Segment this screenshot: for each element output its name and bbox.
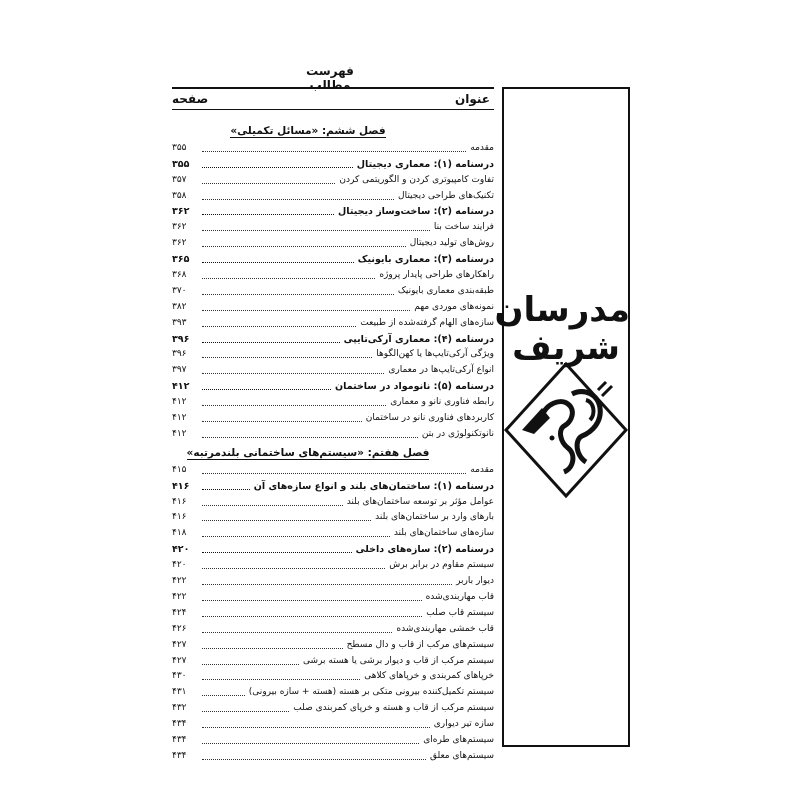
toc-title: مقدمه <box>470 464 494 475</box>
toc-page-number: ۳۷۰ <box>172 285 187 296</box>
dot-leader <box>202 199 394 200</box>
toc-title: طبقه‌بندی معماری بایونیک <box>397 285 494 296</box>
toc-page-number: ۴۱۶ <box>172 496 187 507</box>
dot-leader <box>202 326 356 327</box>
toc-page-number: ۴۲۶ <box>172 623 187 634</box>
toc-page-number: ۳۶۸ <box>172 270 187 281</box>
toc-title: فصل هفتم: «سیستم‌های ساختمانی بلندمرتبه» <box>186 446 430 459</box>
toc-row <box>172 682 494 698</box>
toc-row <box>172 392 494 408</box>
toc-row <box>172 555 494 571</box>
dot-leader <box>202 151 466 152</box>
toc-page-number: ۴۱۲ <box>172 381 190 393</box>
toc-row <box>172 408 494 424</box>
toc-page-number: ۳۶۲ <box>172 222 187 233</box>
toc-page-number: ۴۲۷ <box>172 655 187 666</box>
dot-leader <box>202 214 334 215</box>
dot-leader <box>202 616 422 617</box>
toc-row <box>172 492 494 508</box>
toc-title: مقدمه <box>470 142 494 153</box>
toc-row <box>172 508 494 524</box>
toc-page-number: ۴۱۲ <box>172 397 187 408</box>
toc-title: فرایند ساخت بنا <box>433 222 494 233</box>
dot-leader <box>202 489 250 490</box>
toc-title: سازه‌های ساختمان‌های بلند <box>393 528 494 539</box>
toc-title: سیستم‌های طره‌ای <box>423 734 494 745</box>
toc-title: قاب خمشی مهاربندی‌شده <box>396 623 494 634</box>
dot-leader <box>202 679 360 680</box>
dot-leader <box>202 246 406 247</box>
toc-page-number: ۳۵۵ <box>172 158 190 170</box>
dot-leader <box>202 743 419 744</box>
toc-row <box>172 730 494 746</box>
toc-page-number: ۴۲۲ <box>172 576 187 587</box>
toc-title: بارهای وارد بر ساختمان‌های بلند <box>375 512 494 523</box>
toc-page-number: ۴۱۲ <box>172 428 187 439</box>
toc-page-number: ۴۳۱ <box>172 687 187 698</box>
toc-page-number: ۳۹۷ <box>172 365 187 376</box>
column-header-page: صفحه <box>172 92 209 106</box>
toc-title: درسنامه (۵): نانومواد در ساختمان <box>335 381 494 393</box>
toc-row <box>172 746 494 762</box>
toc-title: ویژگی آرکی‌تایپ‌ها یا کهن‌الگوها <box>376 349 494 360</box>
toc-page-number: ۴۳۲ <box>172 703 187 714</box>
toc-row <box>172 233 494 249</box>
dot-leader <box>202 373 384 374</box>
toc-row <box>172 460 494 476</box>
lesson-row <box>172 202 494 218</box>
toc-page-number: ۴۳۴ <box>172 750 187 761</box>
toc-row <box>172 619 494 635</box>
toc-page-number: ۴۱۶ <box>172 480 190 492</box>
page-title: فهرست مطالب <box>306 64 354 92</box>
toc-title: درسنامه (۲): ساخت‌وساز دیجیتال <box>338 206 494 218</box>
toc-page-number: ۴۲۰ <box>172 560 187 571</box>
dot-leader <box>202 664 299 665</box>
dot-leader <box>202 421 362 422</box>
toc-row <box>172 714 494 730</box>
dot-leader <box>202 389 331 390</box>
toc-title: درسنامه (۴): معماری آرکی‌تایپی <box>343 333 494 345</box>
toc-page-number: ۳۶۵ <box>172 254 190 266</box>
toc-row <box>172 698 494 714</box>
toc-title: سیستم مقاوم در برابر برش <box>389 560 494 571</box>
toc-row <box>172 603 494 619</box>
lesson-row <box>172 539 494 555</box>
toc-page-number: ۳۵۵ <box>172 142 187 153</box>
toc-page-number: ۳۶۲ <box>172 238 187 249</box>
toc-page-number: ۳۹۶ <box>172 333 190 345</box>
toc-title: نمونه‌های موردی مهم <box>414 301 494 312</box>
toc-page-number: ۴۱۲ <box>172 413 187 424</box>
dot-leader <box>202 568 385 569</box>
toc-row <box>172 265 494 281</box>
dot-leader <box>202 294 394 295</box>
toc-row <box>172 138 494 154</box>
toc-title: تفاوت کامپیوتری کردن و الگوریتمی کردن <box>339 174 494 185</box>
toc-page-number: ۴۱۶ <box>172 512 187 523</box>
toc-row <box>172 424 494 440</box>
toc-row <box>172 297 494 313</box>
toc-page-number: ۴۲۷ <box>172 639 187 650</box>
dot-leader <box>202 632 392 633</box>
sharif-logo-icon <box>502 360 630 500</box>
dot-leader <box>202 727 430 728</box>
dot-leader <box>202 648 343 649</box>
toc-page-number: ۴۲۲ <box>172 591 187 602</box>
toc-page-number: ۴۲۴ <box>172 607 187 618</box>
dot-leader <box>202 711 289 712</box>
toc-page-number: ۳۹۳ <box>172 317 187 328</box>
toc-page-number: ۴۱۵ <box>172 464 187 475</box>
toc-title: سیستم مرکب از قاب و هسته و خرپای کمربندی صلب <box>293 703 494 714</box>
dot-leader <box>202 552 352 553</box>
dot-leader <box>202 437 418 438</box>
dot-leader <box>202 342 340 343</box>
chapter-heading <box>172 440 494 460</box>
toc-title: انواع آرکی‌تایپ‌ها در معماری <box>388 365 494 376</box>
toc-title: دیوار باربر <box>456 576 494 587</box>
dot-leader <box>202 357 372 358</box>
toc-title: سیستم مرکب از قاب و دیوار برشی یا هسته برشی <box>303 655 494 666</box>
dot-leader <box>202 505 343 506</box>
toc-row <box>172 345 494 361</box>
lesson-row <box>172 476 494 492</box>
dot-leader <box>202 536 390 537</box>
dot-leader <box>202 600 422 601</box>
toc-page-number: ۳۸۲ <box>172 301 187 312</box>
toc-row <box>172 571 494 587</box>
dot-leader <box>202 310 410 311</box>
toc-title: روش‌های تولید دیجیتال <box>409 238 494 249</box>
toc-page-number: ۴۳۴ <box>172 734 187 745</box>
toc-title: درسنامه (۳): معماری بایونیک <box>357 254 494 266</box>
toc-row <box>172 360 494 376</box>
lesson-row <box>172 376 494 392</box>
toc-row <box>172 186 494 202</box>
toc-title: سازه تیر دیواری <box>433 719 494 730</box>
dot-leader <box>202 695 245 696</box>
toc-title: سازه‌های الهام گرفته‌شده از طبیعت <box>360 317 494 328</box>
toc-title: قاب مهاربندی‌شده <box>425 591 494 602</box>
toc-page-number: ۴۳۰ <box>172 671 187 682</box>
toc-page-number: ۴۲۰ <box>172 544 190 556</box>
toc-title: درسنامه (۲): سازه‌های داخلی <box>355 544 494 556</box>
lesson-row <box>172 329 494 345</box>
toc-page-number: ۳۵۷ <box>172 174 187 185</box>
column-header-title: عنوان <box>455 92 490 106</box>
lesson-row <box>172 154 494 170</box>
toc-row <box>172 313 494 329</box>
toc-title: عوامل مؤثر بر توسعه ساختمان‌های بلند <box>346 496 494 507</box>
toc-title: سیستم‌های معلق <box>429 750 494 761</box>
toc-title: سیستم‌های مرکب از قاب و دال مسطح <box>346 639 494 650</box>
toc-title: سیستم تکمیل‌کننده بیرونی متکی بر هسته (هسته + سازه بیرونی) <box>248 687 494 698</box>
dot-leader <box>202 584 452 585</box>
toc-row <box>172 651 494 667</box>
dot-leader <box>202 473 466 474</box>
toc-title: راهکارهای طراحی پایدار پروژه <box>379 270 494 281</box>
chapter-heading <box>172 118 494 138</box>
toc-title: خرپاهای کمربندی و خرپاهای کلاهی <box>364 671 494 682</box>
toc-page-number: ۳۹۶ <box>172 349 187 360</box>
header-top-rule <box>172 87 494 89</box>
toc-row <box>172 281 494 297</box>
toc-title: درسنامه (۱): ساختمان‌های بلند و انواع سازه‌های آن <box>253 480 494 492</box>
brand-name-line1: مدرسان <box>494 290 630 330</box>
toc-title: کاربردهای فناوری نانو در ساختمان <box>365 413 494 424</box>
dot-leader <box>202 759 426 760</box>
toc-title: سیستم قاب صلب <box>426 607 494 618</box>
toc-title: تکنیک‌های طراحی دیجیتال <box>398 190 494 201</box>
dot-leader <box>202 167 353 168</box>
dot-leader <box>202 183 335 184</box>
toc-row <box>172 217 494 233</box>
toc-title: رابطه فناوری نانو و معماری <box>390 397 494 408</box>
dot-leader <box>202 278 375 279</box>
toc-title: درسنامه (۱): معماری دیجیتال <box>356 158 494 170</box>
toc-page-number: ۴۱۸ <box>172 528 187 539</box>
dot-leader <box>202 262 354 263</box>
brand-name-line2: شریف <box>512 328 620 368</box>
toc-page-number: ۳۵۸ <box>172 190 187 201</box>
header-bottom-rule <box>172 109 494 110</box>
dot-leader <box>202 230 430 231</box>
dot-leader <box>202 520 371 521</box>
table-of-contents <box>172 118 494 762</box>
toc-row <box>172 523 494 539</box>
toc-page-number: ۳۶۲ <box>172 206 190 218</box>
toc-row <box>172 170 494 186</box>
lesson-row <box>172 249 494 265</box>
toc-title: فصل ششم: «مسائل تکمیلی» <box>230 125 386 137</box>
toc-row <box>172 635 494 651</box>
toc-row <box>172 587 494 603</box>
toc-page-number: ۴۳۴ <box>172 719 187 730</box>
dot-leader <box>202 405 386 406</box>
toc-title: نانوتکنولوژی در بتن <box>421 428 494 439</box>
toc-row <box>172 667 494 683</box>
